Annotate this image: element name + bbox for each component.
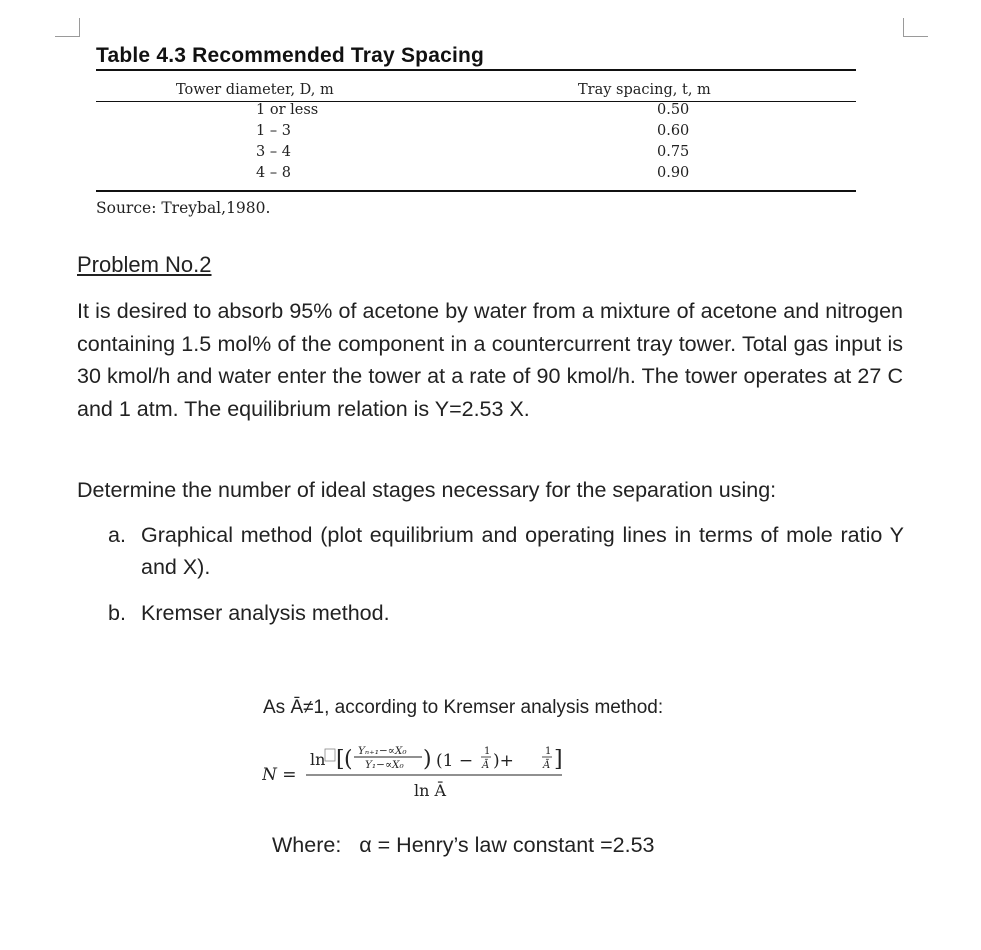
table-source: Source: Treybal,1980. xyxy=(96,199,271,217)
where-line xyxy=(272,833,655,858)
formula-intro: As Ā≠1, according to Kremser analysis method: xyxy=(263,697,664,718)
fraction-top: Yₙ₊₁−∝X₀ xyxy=(358,745,407,757)
list-item xyxy=(108,520,904,583)
fraction-a-bar: Ā xyxy=(482,760,490,771)
table-header-rule xyxy=(96,101,856,102)
list-item-text: Graphical method (plot equilibrium and operating lines in terms of mole ratio Y and X). xyxy=(141,523,904,579)
bracket-open: [ xyxy=(336,747,345,772)
table-cell-diameter: 4 – 8 xyxy=(256,165,291,181)
denominator: ln Ā xyxy=(414,781,447,800)
list-marker: b. xyxy=(108,601,126,625)
table-cell-spacing: 0.60 xyxy=(657,123,690,139)
table-bottom-rule xyxy=(96,190,856,192)
paren-open: ( xyxy=(344,747,353,772)
table-cell-diameter: 1 – 3 xyxy=(256,123,291,139)
problem-heading: Problem No.2 xyxy=(77,252,212,277)
page-corner-mark-left xyxy=(55,18,80,37)
table-cell-diameter: 3 – 4 xyxy=(256,144,291,160)
list-marker: a. xyxy=(108,523,126,547)
ln-label: ln xyxy=(310,750,326,769)
problem-question: Determine the number of ideal stages necessary for the separation using: xyxy=(77,478,777,502)
fraction-bottom: Y₁−∝X₀ xyxy=(365,759,404,771)
page-corner-mark-right xyxy=(903,18,928,37)
one-minus: (1 − xyxy=(436,751,474,771)
fraction-one: 1 xyxy=(484,746,491,757)
table-top-rule xyxy=(96,69,856,71)
table-title: Table 4.3 Recommended Tray Spacing xyxy=(96,44,485,67)
table-cell-spacing: 0.75 xyxy=(657,144,690,160)
close-plus: )+ xyxy=(493,751,514,771)
kremser-equation xyxy=(262,735,582,805)
table-cell-diameter: 1 or less xyxy=(256,102,319,118)
placeholder-box-icon xyxy=(325,749,335,761)
fraction-a-bar: Ā xyxy=(543,760,551,771)
fraction-one: 1 xyxy=(545,746,552,757)
list-item xyxy=(108,598,904,630)
paren-close: ) xyxy=(423,747,432,772)
where-label: Where: xyxy=(272,833,342,857)
table-cell-spacing: 0.90 xyxy=(657,165,690,181)
bracket-close: ] xyxy=(554,747,563,772)
problem-statement: It is desired to absorb 95% of acetone by water from a mixture of acetone and nitrogen containing 1.5 mol% of the component in a countercurrent tray tower. Total gas input is 30 kmol/h and water enter the tower at a rate of 90 kmol/h. The tower operates at 27 C and 1 atm. The equilibrium relation is Y=2.53 X. xyxy=(77,299,903,422)
where-definition: α = Henry’s law constant =2.53 xyxy=(359,833,655,857)
list-item-text: Kremser analysis method. xyxy=(141,601,390,625)
equation-lhs: N = xyxy=(262,765,297,785)
table-cell-spacing: 0.50 xyxy=(657,102,690,118)
table-header-diameter: Tower diameter, D, m xyxy=(176,82,334,98)
table-header-spacing: Tray spacing, t, m xyxy=(578,82,711,98)
